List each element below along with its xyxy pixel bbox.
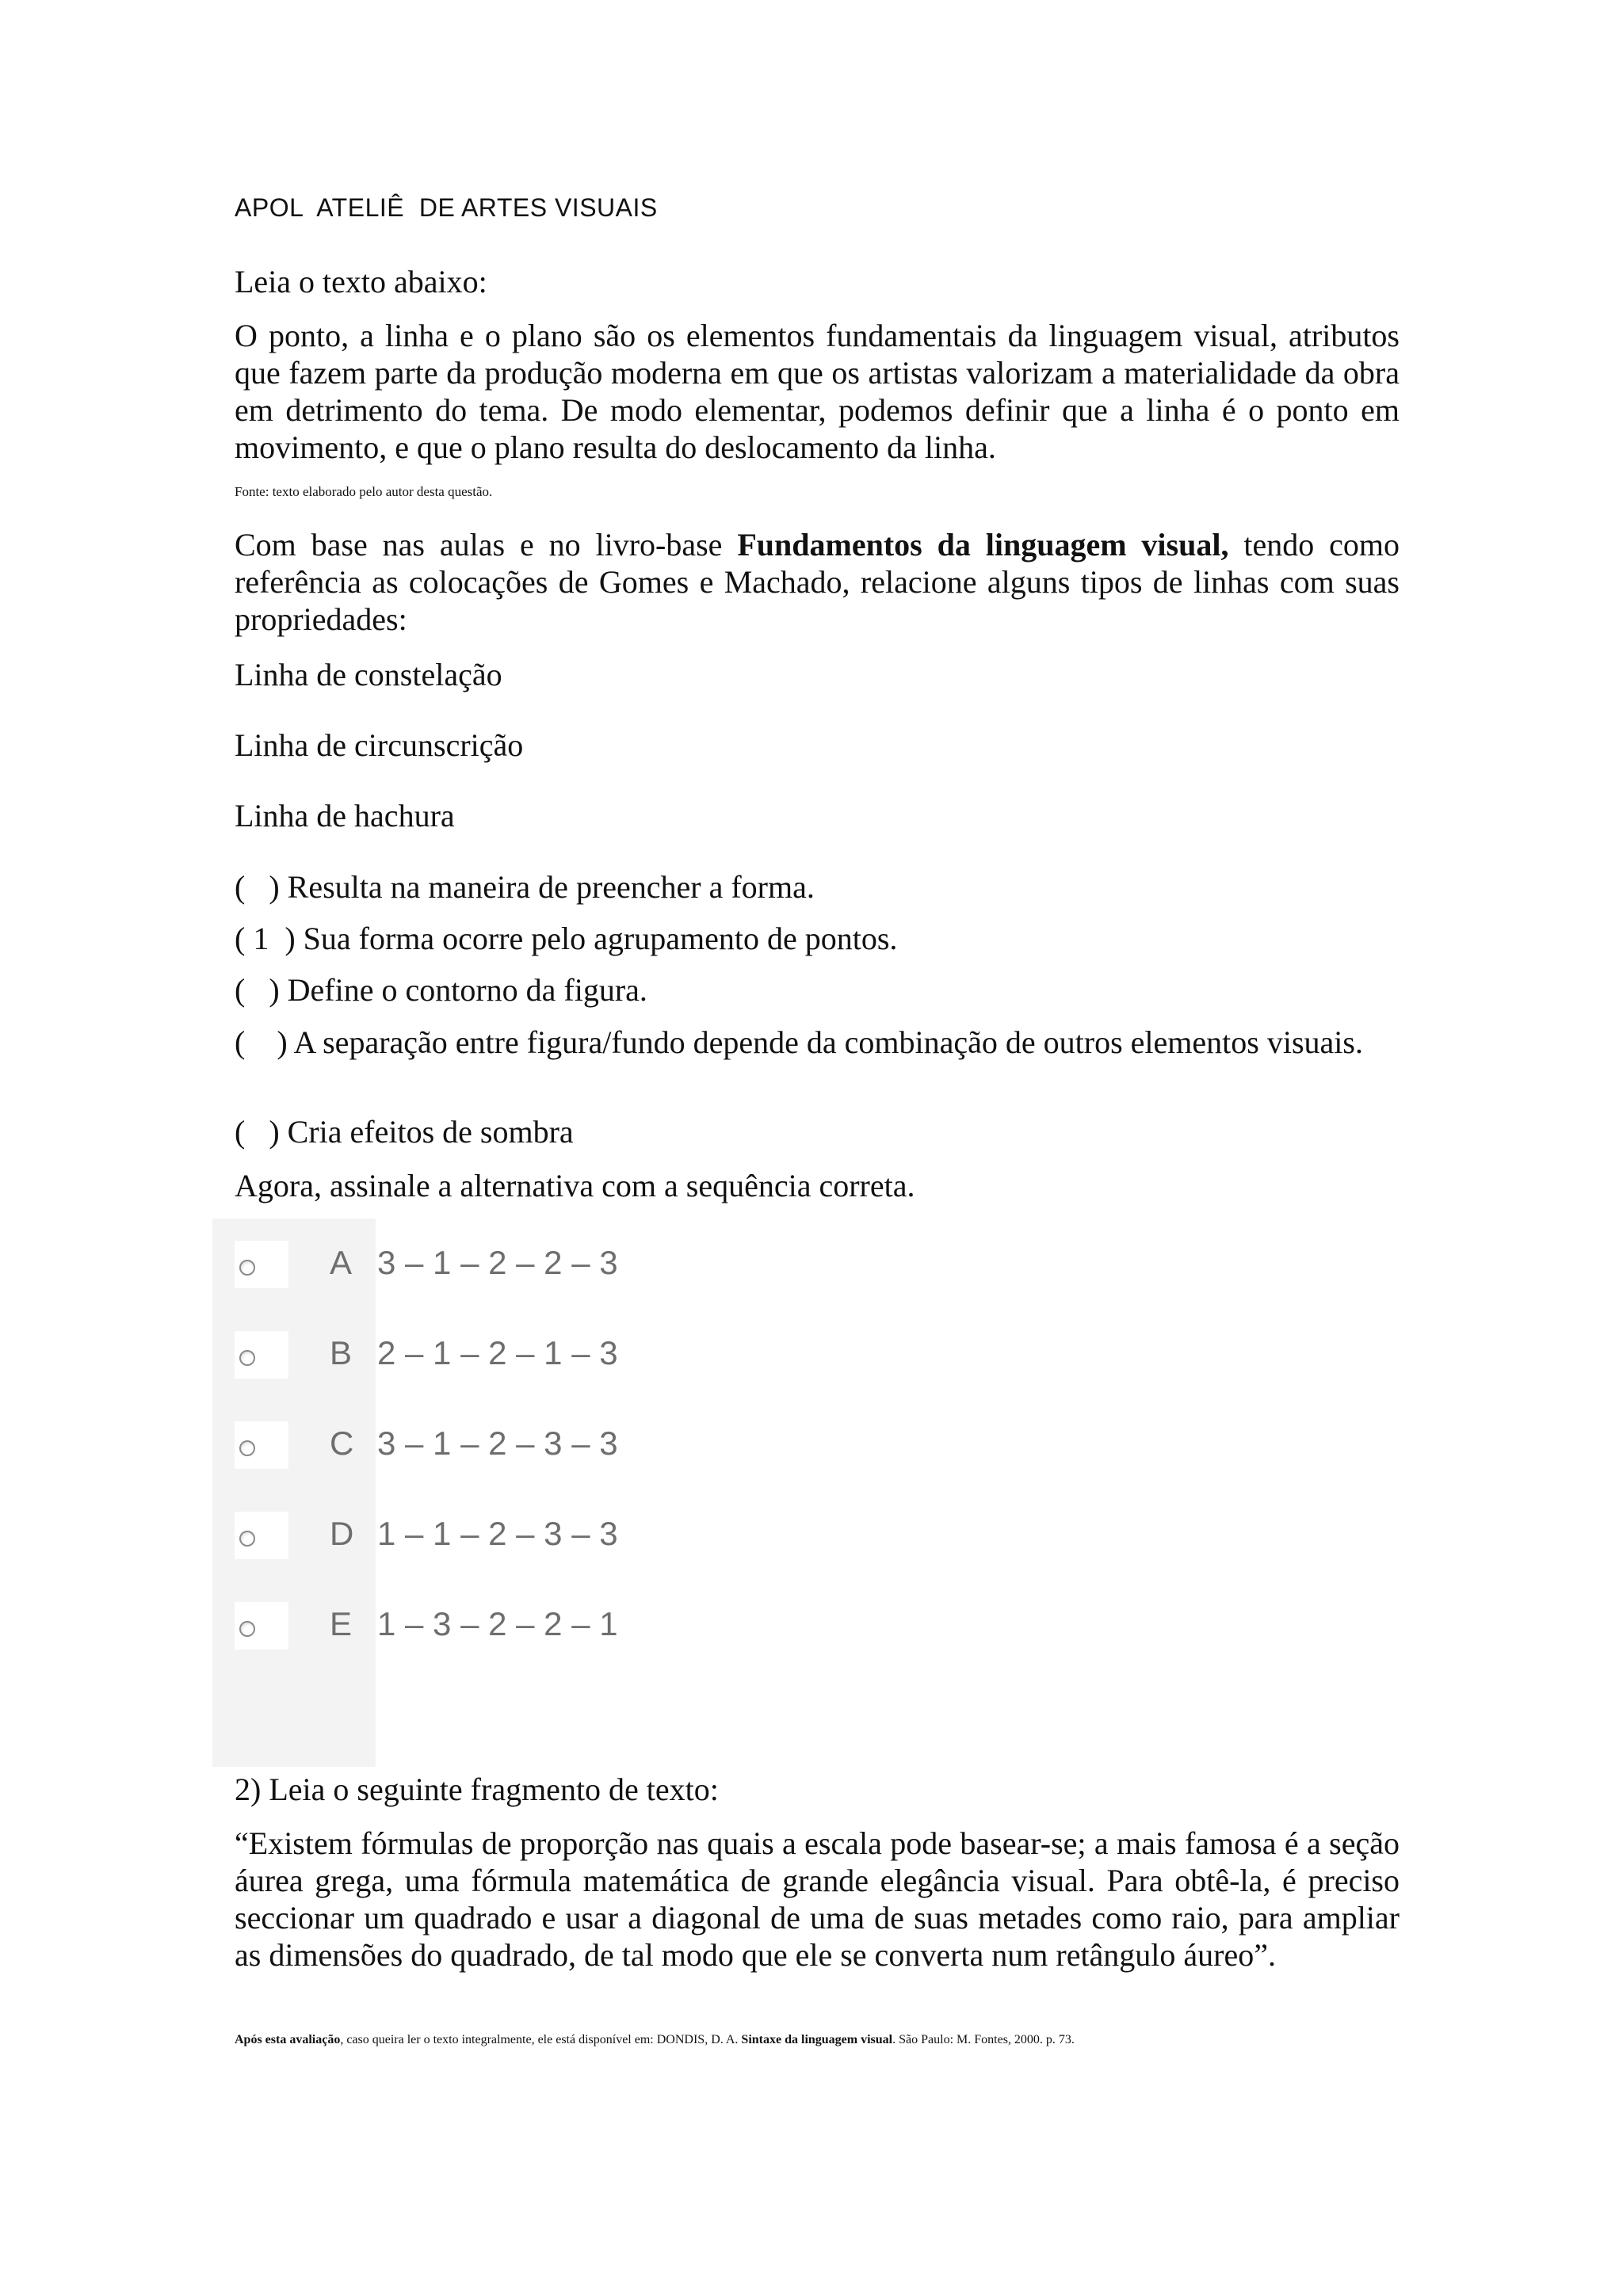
- option-a-value: 3 – 1 – 2 – 2 – 3: [377, 1244, 618, 1281]
- q2-passage: “Existem fórmulas de proporção nas quais a escala pode basear-se; a mais famosa é a seção áurea grega, uma fórmula matemática de grande elegância visual. Para obtê-la, é preciso seccionar um quadrado e usar a diagonal de uma de suas metades como raio, para ampliar as dimensões do quadrado, de tal modo que ele se converta num retângulo áureo”.: [235, 1825, 1400, 1973]
- q1-intro: Leia o texto abaixo:: [235, 264, 487, 299]
- option-d-letter: D: [330, 1515, 354, 1552]
- property-1: [235, 868, 1400, 906]
- option-d-radio-box: [235, 1512, 288, 1559]
- option-c-letter: C: [330, 1425, 354, 1462]
- property-2: [235, 920, 1400, 957]
- q1-source: Fonte: texto elaborado pelo autor desta questão.: [235, 484, 493, 499]
- option-c-radio-box: [235, 1421, 288, 1469]
- property-4: [235, 1024, 1400, 1061]
- option-e-radio-box: [235, 1602, 288, 1650]
- option-c[interactable]: [235, 1421, 869, 1469]
- property-5-text: Cria efeitos de sombra: [287, 1114, 574, 1150]
- q1-instruction: [235, 526, 1400, 638]
- option-b[interactable]: [235, 1331, 869, 1379]
- q1-instruction-before: Com base nas aulas e no livro-base: [235, 527, 738, 563]
- property-1-text: Resulta na maneira de preencher a forma.: [287, 869, 815, 905]
- property-5-blank: ( ): [235, 1114, 280, 1150]
- option-a-radio[interactable]: [239, 1260, 255, 1276]
- book-title: Fundamentos da linguagem visual,: [737, 527, 1229, 563]
- option-d-value: 1 – 1 – 2 – 3 – 3: [377, 1515, 618, 1552]
- option-c-radio[interactable]: [239, 1440, 255, 1456]
- line-type-3: Linha de hachura: [235, 798, 455, 833]
- line-type-1: Linha de constelação: [235, 657, 502, 692]
- option-d[interactable]: [235, 1512, 869, 1559]
- q2-source: [235, 2031, 1400, 2049]
- line-type-2: Linha de circunscrição: [235, 727, 524, 763]
- option-a-letter: A: [330, 1244, 353, 1281]
- property-3-text: Define o contorno da figura.: [287, 972, 647, 1008]
- q2-intro: 2) Leia o seguinte fragmento de texto:: [235, 1772, 719, 1807]
- property-4-blank: ( ): [235, 1024, 288, 1060]
- property-3: [235, 971, 1400, 1009]
- q1-instruction-after: tendo como referência as colocações de Gomes e Machado, relacione alguns tipos de linhas com suas propriedades:: [235, 527, 1400, 637]
- property-3-blank: ( ): [235, 972, 280, 1008]
- option-d-radio[interactable]: [239, 1531, 255, 1547]
- q2-source-mid: , caso queira ler o texto integralmente, ele está disponível em: DONDIS, D. A.: [340, 2033, 742, 2046]
- option-b-radio[interactable]: [239, 1350, 255, 1366]
- option-e-letter: E: [330, 1605, 353, 1642]
- options-panel: [212, 1219, 376, 1767]
- option-a-radio-box: [235, 1241, 288, 1288]
- option-e-radio[interactable]: [239, 1621, 255, 1637]
- option-b-radio-box: [235, 1331, 288, 1379]
- q2-source-end: . São Paulo: M. Fontes, 2000. p. 73.: [892, 2033, 1075, 2046]
- option-c-value: 3 – 1 – 2 – 3 – 3: [377, 1425, 618, 1462]
- property-2-text: Sua forma ocorre pelo agrupamento de pontos.: [303, 921, 898, 956]
- q1-passage: O ponto, a linha e o plano são os elementos fundamentais da linguagem visual, atributos que fazem parte da produção moderna em que os artistas valorizam a materialidade da obra em detrimento do tema. De modo elementar, podemos definir que a linha é o ponto em movimento, e que o plano resulta do deslocamento da linha.: [235, 318, 1400, 465]
- option-b-value: 2 – 1 – 2 – 1 – 3: [377, 1334, 618, 1371]
- document-header: APOL ATELIÊ DE ARTES VISUAIS: [235, 193, 658, 222]
- property-5: [235, 1113, 1400, 1150]
- property-1-blank: ( ): [235, 869, 280, 905]
- property-4-text: A separação entre figura/fundo depende da combinação de outros elementos visuais.: [293, 1024, 1363, 1060]
- q1-prompt: Agora, assinale a alternativa com a sequência correta.: [235, 1168, 915, 1203]
- q2-source-bold-1: Após esta avaliação: [235, 2033, 341, 2046]
- option-a[interactable]: [235, 1241, 869, 1288]
- property-2-blank: ( 1 ): [235, 921, 296, 956]
- option-e-value: 1 – 3 – 2 – 2 – 1: [377, 1605, 618, 1642]
- option-b-letter: B: [330, 1334, 353, 1371]
- option-e[interactable]: [235, 1602, 869, 1650]
- q2-source-book-title: Sintaxe da linguagem visual: [741, 2033, 893, 2046]
